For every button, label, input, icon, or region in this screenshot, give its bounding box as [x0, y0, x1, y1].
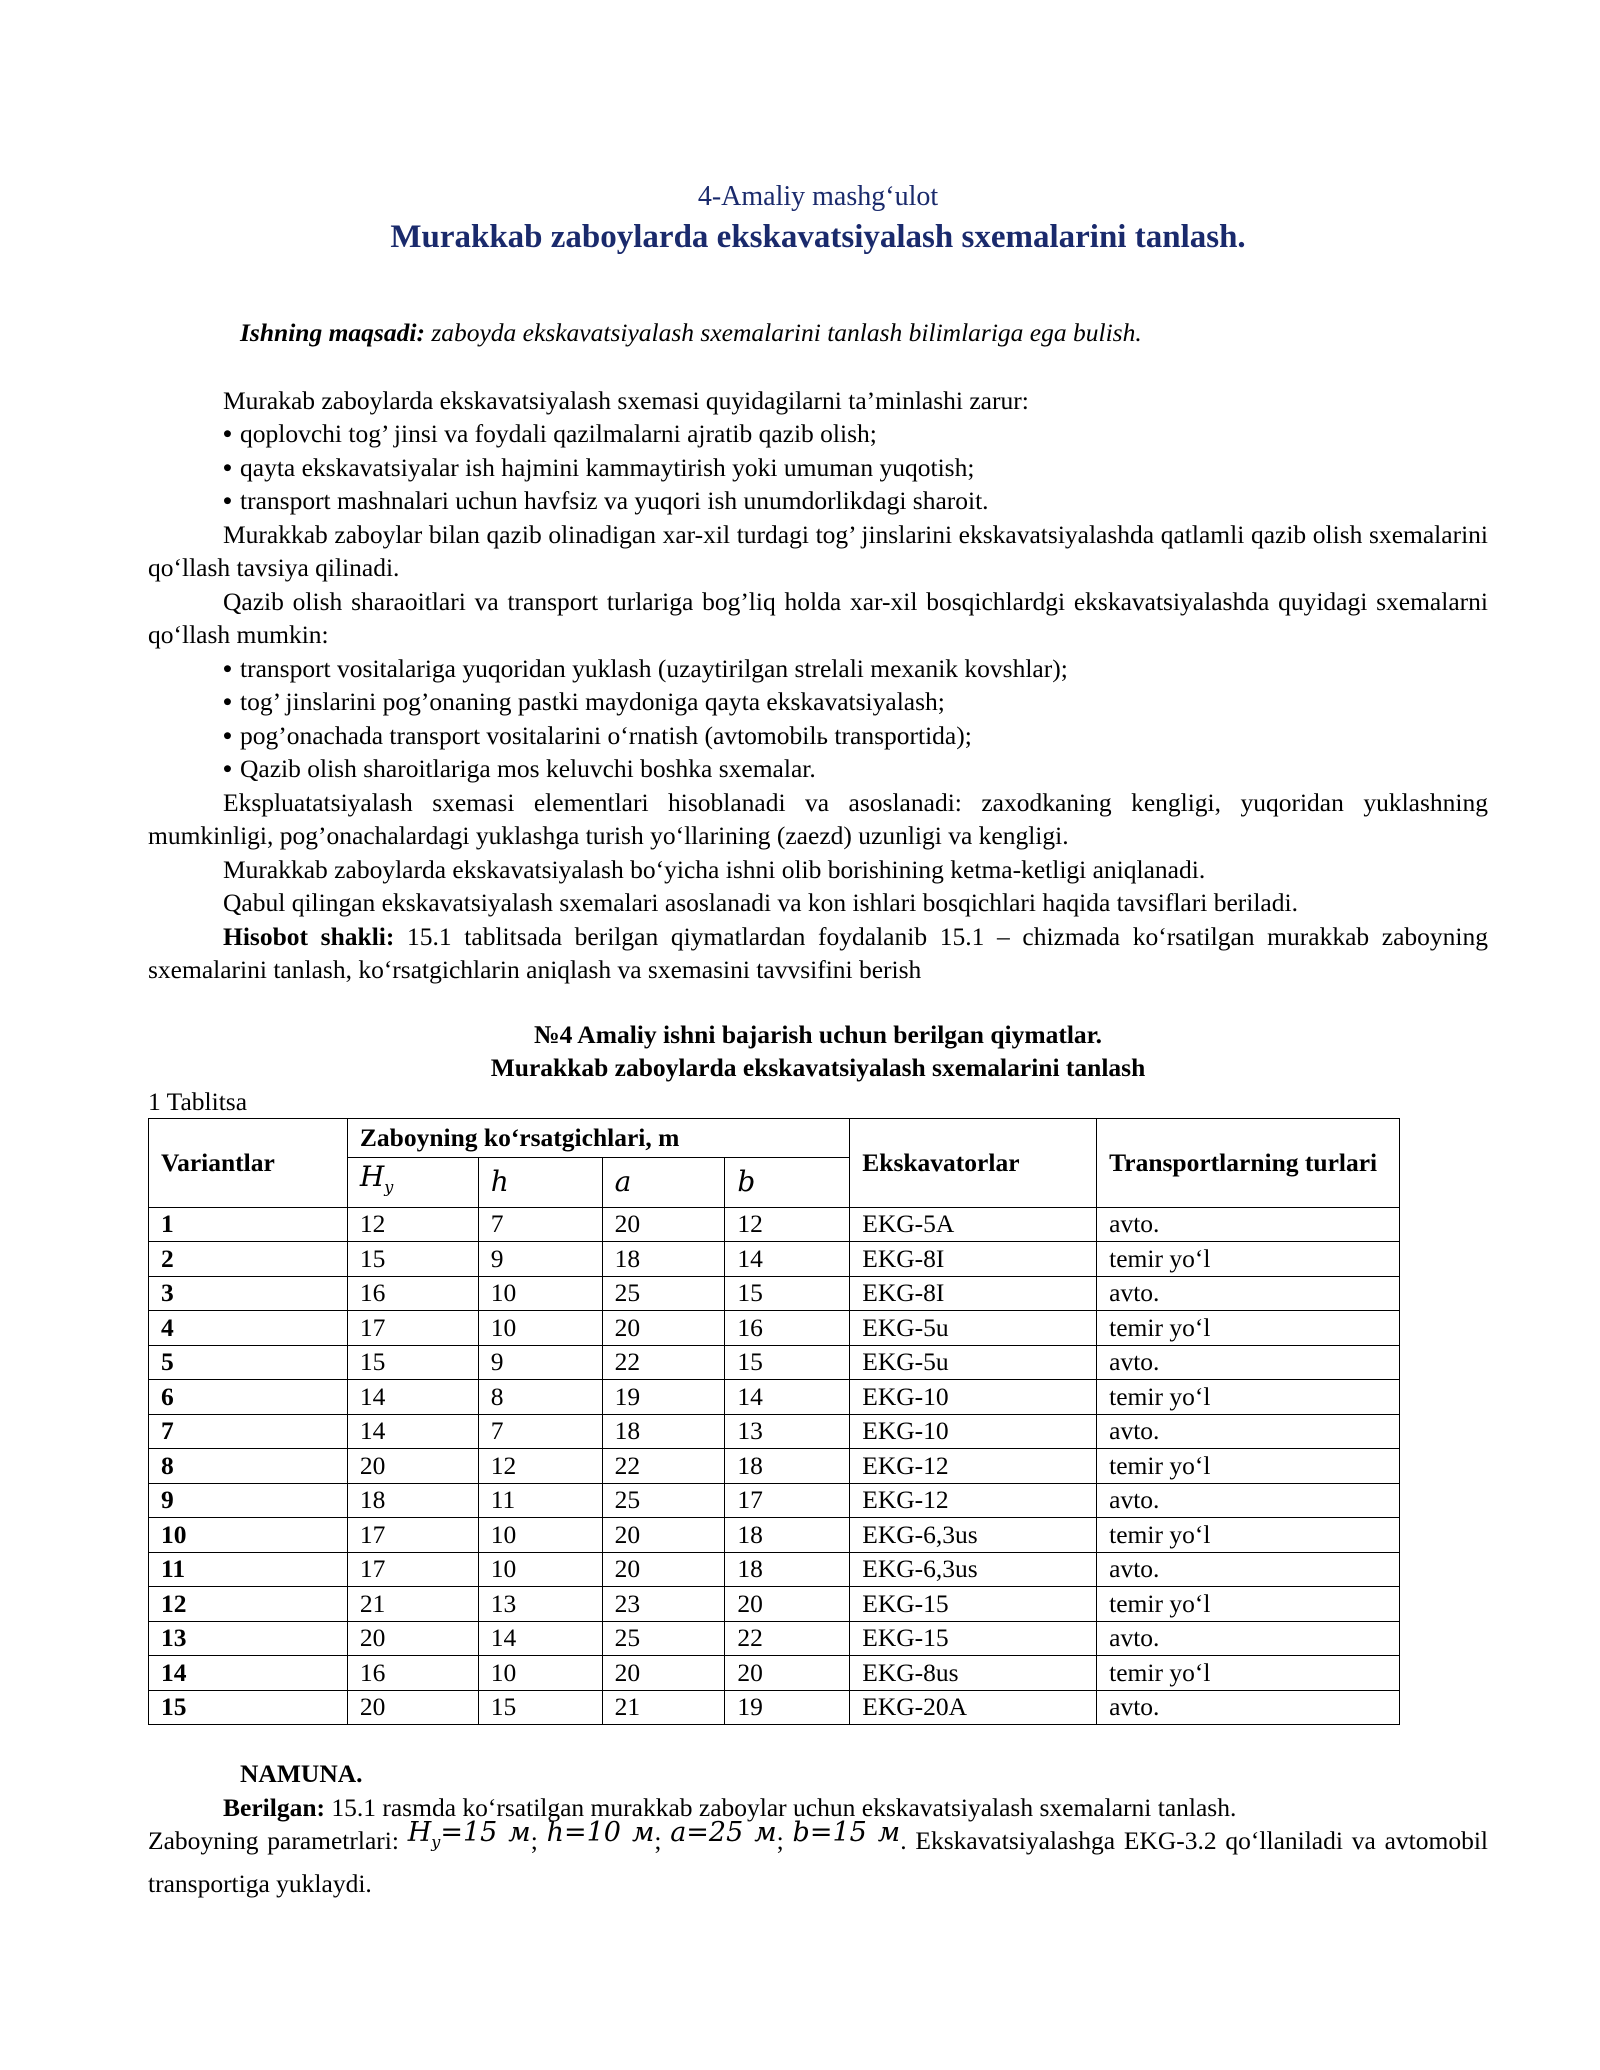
- table-cell: 21: [602, 1690, 725, 1725]
- table-cell: temir yo‘l: [1097, 1656, 1400, 1691]
- document-page: [148, 178, 1488, 1901]
- table-row: [149, 1345, 1400, 1380]
- list-item: • Qazib olish sharoitlariga mos keluvchi boshka sxemalar.: [148, 752, 1488, 786]
- table-cell: temir yo‘l: [1097, 1380, 1400, 1415]
- table-cell: temir yo‘l: [1097, 1518, 1400, 1553]
- table-cell: 18: [602, 1242, 725, 1277]
- table-cell: 13: [149, 1621, 348, 1656]
- table-cell: 16: [347, 1656, 478, 1691]
- table-cell: EKG-15: [850, 1587, 1097, 1622]
- table-cell: 18: [725, 1552, 850, 1587]
- given-text: 15.1 rasmda ko‘rsatilgan murakkab zaboylar uchun ekskavatsiyalash sxemalarni tanlash.: [325, 1792, 1237, 1822]
- table-cell: 7: [149, 1414, 348, 1449]
- header-b: b: [725, 1157, 850, 1207]
- table-caption: 1 Tablitsa: [148, 1086, 248, 1116]
- header-h: h: [478, 1157, 602, 1207]
- table-cell: EKG-8I: [850, 1276, 1097, 1311]
- paragraph: Ekspluatatsiyalash sxemasi elementlari hisoblanadi va asoslanadi: zaxodkaning kengligi, yuqoridan yuklashning mumkinligi, pog’onachalardagi yuklashga turish yo‘llarining (zaezd) uzunligi va kengligi.: [148, 787, 1488, 850]
- table-cell: 9: [478, 1345, 602, 1380]
- table-row: [149, 1242, 1400, 1277]
- table-cell: 10: [478, 1656, 602, 1691]
- report-paragraph: [148, 920, 1488, 987]
- table-cell: EKG-6,3us: [850, 1518, 1097, 1553]
- table-row: [149, 1621, 1400, 1656]
- table-cell: 17: [347, 1552, 478, 1587]
- table-row: [149, 1518, 1400, 1553]
- table-cell: 12: [478, 1449, 602, 1484]
- table-cell: avto.: [1097, 1414, 1400, 1449]
- table-cell: 14: [725, 1380, 850, 1415]
- table-cell: 3: [149, 1276, 348, 1311]
- table-cell: temir yo‘l: [1097, 1311, 1400, 1346]
- table-cell: 15: [149, 1690, 348, 1725]
- list-item: • transport vositalariga yuqoridan yuklash (uzaytirilgan strelali mexanik kovshlar);: [148, 652, 1488, 686]
- table-row: [149, 1414, 1400, 1449]
- table-cell: temir yo‘l: [1097, 1242, 1400, 1277]
- table-cell: avto.: [1097, 1483, 1400, 1518]
- header-a: a: [602, 1157, 725, 1207]
- table-cell: 15: [725, 1345, 850, 1380]
- table-cell: 25: [602, 1276, 725, 1311]
- table-cell: 22: [725, 1621, 850, 1656]
- table-cell: EKG-15: [850, 1621, 1097, 1656]
- table-cell: 14: [149, 1656, 348, 1691]
- list-item: • transport mashnalari uchun havfsiz va yuqori ish unumdorlikdagi sharoit.: [148, 484, 1488, 518]
- table-cell: 10: [149, 1518, 348, 1553]
- params-label: Zaboyning parametrlari:: [148, 1825, 408, 1855]
- table-cell: 10: [478, 1276, 602, 1311]
- table-cell: 18: [725, 1518, 850, 1553]
- table-cell: 8: [149, 1449, 348, 1484]
- table-cell: 22: [602, 1449, 725, 1484]
- table-cell: 12: [347, 1207, 478, 1242]
- table-cell: 20: [602, 1656, 725, 1691]
- table-cell: avto.: [1097, 1207, 1400, 1242]
- header-excavator: Ekskavatorlar: [850, 1119, 1097, 1208]
- paragraph: Murakkab zaboylarda ekskavatsiyalash bo‘yicha ishni olib borishining ketma-ketligi aniqlanadi.: [223, 854, 1206, 884]
- table-cell: 20: [602, 1207, 725, 1242]
- table-cell: 12: [725, 1207, 850, 1242]
- list-item: • tog’ jinslarini pog’onaning pastki maydoniga qayta ekskavatsiyalash;: [148, 685, 1488, 719]
- table-cell: 8: [478, 1380, 602, 1415]
- table-cell: 20: [347, 1621, 478, 1656]
- table-cell: 5: [149, 1345, 348, 1380]
- table-cell: 7: [478, 1207, 602, 1242]
- table-row: [149, 1483, 1400, 1518]
- sample-heading: NAMUNA.: [240, 1759, 363, 1788]
- table-cell: 17: [725, 1483, 850, 1518]
- table-row: [149, 1690, 1400, 1725]
- table-cell: EKG-5A: [850, 1207, 1097, 1242]
- table-cell: EKG-12: [850, 1483, 1097, 1518]
- table-row: [149, 1207, 1400, 1242]
- table-cell: 10: [478, 1552, 602, 1587]
- aim-paragraph: [240, 316, 1488, 350]
- table-title-line-2: Murakkab zaboylarda ekskavatsiyalash sxemalarini tanlash: [490, 1053, 1146, 1082]
- table-cell: 20: [602, 1311, 725, 1346]
- table-body: [149, 1207, 1400, 1725]
- table-row: [149, 1311, 1400, 1346]
- table-cell: 20: [602, 1518, 725, 1553]
- table-cell: 23: [602, 1587, 725, 1622]
- table-cell: 2: [149, 1242, 348, 1277]
- list-item: • qoplovchi tog’ jinsi va foydali qazilmalarni ajratib qazib olish;: [148, 417, 1488, 451]
- table-cell: 17: [347, 1518, 478, 1553]
- paragraph: Murakkab zaboylar bilan qazib olinadigan xar-xil turdagi tog’ jinslarini ekskavatsiyalashda qatlamli qazib olish sxemalarini qo‘llash tavsiya qilinadi.: [148, 519, 1488, 582]
- table-cell: 18: [347, 1483, 478, 1518]
- params-tail: . Ekskavatsiyalashga EKG-3.2 qo‘llaniladi va avtomobil transportiga yuklaydi.: [148, 1825, 1489, 1898]
- table-cell: 14: [725, 1242, 850, 1277]
- table-cell: 20: [725, 1587, 850, 1622]
- table-row: [149, 1587, 1400, 1622]
- table-cell: 14: [478, 1621, 602, 1656]
- table-cell: 20: [347, 1449, 478, 1484]
- param-hy: $H_y=15$ м: [407, 1816, 531, 1851]
- table-cell: 7: [478, 1414, 602, 1449]
- table-cell: 17: [347, 1311, 478, 1346]
- table-cell: 13: [725, 1414, 850, 1449]
- table-cell: 1: [149, 1207, 348, 1242]
- header-transport: Transportlarning turlari: [1097, 1119, 1400, 1208]
- table-cell: 9: [149, 1483, 348, 1518]
- given-label: Berilgan:: [223, 1792, 325, 1822]
- param-a: a=25 м: [670, 1816, 777, 1848]
- list-item: • pog’onachada transport vositalarini o‘rnatish (avtomobilь transportida);: [148, 719, 1488, 753]
- table-cell: EKG-5u: [850, 1345, 1097, 1380]
- table-cell: EKG-12: [850, 1449, 1097, 1484]
- table-cell: 20: [602, 1552, 725, 1587]
- table-cell: 13: [478, 1587, 602, 1622]
- lesson-subtitle: 4-Amaliy mashg‘ulot: [697, 181, 939, 212]
- header-group: Zaboyning ko‘rsatgichlari, m: [347, 1119, 849, 1158]
- table-cell: 15: [347, 1242, 478, 1277]
- table-cell: 19: [725, 1690, 850, 1725]
- table-cell: 14: [347, 1414, 478, 1449]
- sample-section: [148, 1757, 1488, 1901]
- table-cell: 9: [478, 1242, 602, 1277]
- table-cell: EKG-10: [850, 1380, 1097, 1415]
- table-cell: 20: [725, 1656, 850, 1691]
- lesson-title: Murakkab zaboylarda ekskavatsiyalash sxemalarini tanlash.: [390, 219, 1246, 255]
- table-cell: 4: [149, 1311, 348, 1346]
- table-cell: 18: [602, 1414, 725, 1449]
- table-cell: avto.: [1097, 1276, 1400, 1311]
- aim-label: Ishning maqsadi:: [240, 318, 425, 347]
- table-cell: EKG-10: [850, 1414, 1097, 1449]
- table-cell: EKG-6,3us: [850, 1552, 1097, 1587]
- table-cell: 25: [602, 1483, 725, 1518]
- table-cell: 11: [149, 1552, 348, 1587]
- table-row: [149, 1276, 1400, 1311]
- sample-params: Zaboyning parametrlari: $H_y=15$ м; h=10 м; a=25 м; b=15 м. Ekskavatsiyalashga EKG-3.2 qo‘llaniladi va avtomobil transportiga yuklaydi.: [148, 1816, 1489, 1898]
- table-cell: temir yo‘l: [1097, 1587, 1400, 1622]
- table-cell: 25: [602, 1621, 725, 1656]
- table-cell: 10: [478, 1311, 602, 1346]
- table-cell: avto.: [1097, 1621, 1400, 1656]
- variants-table: [148, 1118, 1400, 1725]
- header-variant: Variantlar: [149, 1119, 348, 1208]
- header-hy: $H_y$: [347, 1157, 478, 1207]
- table-cell: temir yo‘l: [1097, 1449, 1400, 1484]
- report-text: 15.1 tablitsada berilgan qiymatlardan foydalanib 15.1 – chizmada ko‘rsatilgan murakkab zaboyning sxemalarini tanlash, ko‘rsatgichlarin aniqlash va sxemasini tavvsifini berish: [148, 921, 1488, 984]
- paragraph: Qabul qilingan ekskavatsiyalash sxemalari asoslanadi va kon ishlari bosqichlari haqida tavsiflari beriladi.: [223, 888, 1298, 917]
- paragraph: Qazib olish sharaoitlari va transport turlariga bog’liq holda xar-xil bosqichlardgi ekskavatsiyalashda quyidagi sxemalarni qo‘llash mumkin:: [148, 586, 1488, 649]
- report-label: Hisobot shakli:: [223, 921, 395, 951]
- table-row: [149, 1449, 1400, 1484]
- table-cell: EKG-20A: [850, 1690, 1097, 1725]
- table-heading: [148, 1018, 1488, 1085]
- table-cell: avto.: [1097, 1552, 1400, 1587]
- table-cell: 15: [478, 1690, 602, 1725]
- table-cell: 16: [725, 1311, 850, 1346]
- table-cell: 19: [602, 1380, 725, 1415]
- table-cell: 15: [725, 1276, 850, 1311]
- table-cell: 14: [347, 1380, 478, 1415]
- table-cell: 16: [347, 1276, 478, 1311]
- table-cell: 22: [602, 1345, 725, 1380]
- table-cell: 12: [149, 1587, 348, 1622]
- table-cell: EKG-8us: [850, 1656, 1097, 1691]
- table-cell: 20: [347, 1690, 478, 1725]
- list-item: • qayta ekskavatsiyalar ish hajmini kammaytirish yoki umuman yuqotish;: [148, 451, 1488, 485]
- aim-text: zaboyda ekskavatsiyalash sxemalarini tanlash bilimlariga ega bulish.: [424, 318, 1142, 347]
- param-b: b=15 м: [792, 1816, 901, 1848]
- intro-paragraph: Murakab zaboylarda ekskavatsiyalash sxemasi quyidagilarni ta’minlashi zarur:: [223, 385, 1029, 415]
- table-row: [149, 1552, 1400, 1587]
- table-cell: 18: [725, 1449, 850, 1484]
- table-cell: avto.: [1097, 1690, 1400, 1725]
- table-cell: EKG-5u: [850, 1311, 1097, 1346]
- table-cell: avto.: [1097, 1345, 1400, 1380]
- table-cell: 6: [149, 1380, 348, 1415]
- table-cell: EKG-8I: [850, 1242, 1097, 1277]
- param-h: h=10 м: [546, 1816, 655, 1848]
- table-cell: 11: [478, 1483, 602, 1518]
- table-row: [149, 1656, 1400, 1691]
- table-row: [149, 1380, 1400, 1415]
- table-cell: 15: [347, 1345, 478, 1380]
- table-cell: 21: [347, 1587, 478, 1622]
- table-cell: 10: [478, 1518, 602, 1553]
- table-title-line-1: №4 Amaliy ishni bajarish uchun berilgan qiymatlar.: [533, 1019, 1103, 1049]
